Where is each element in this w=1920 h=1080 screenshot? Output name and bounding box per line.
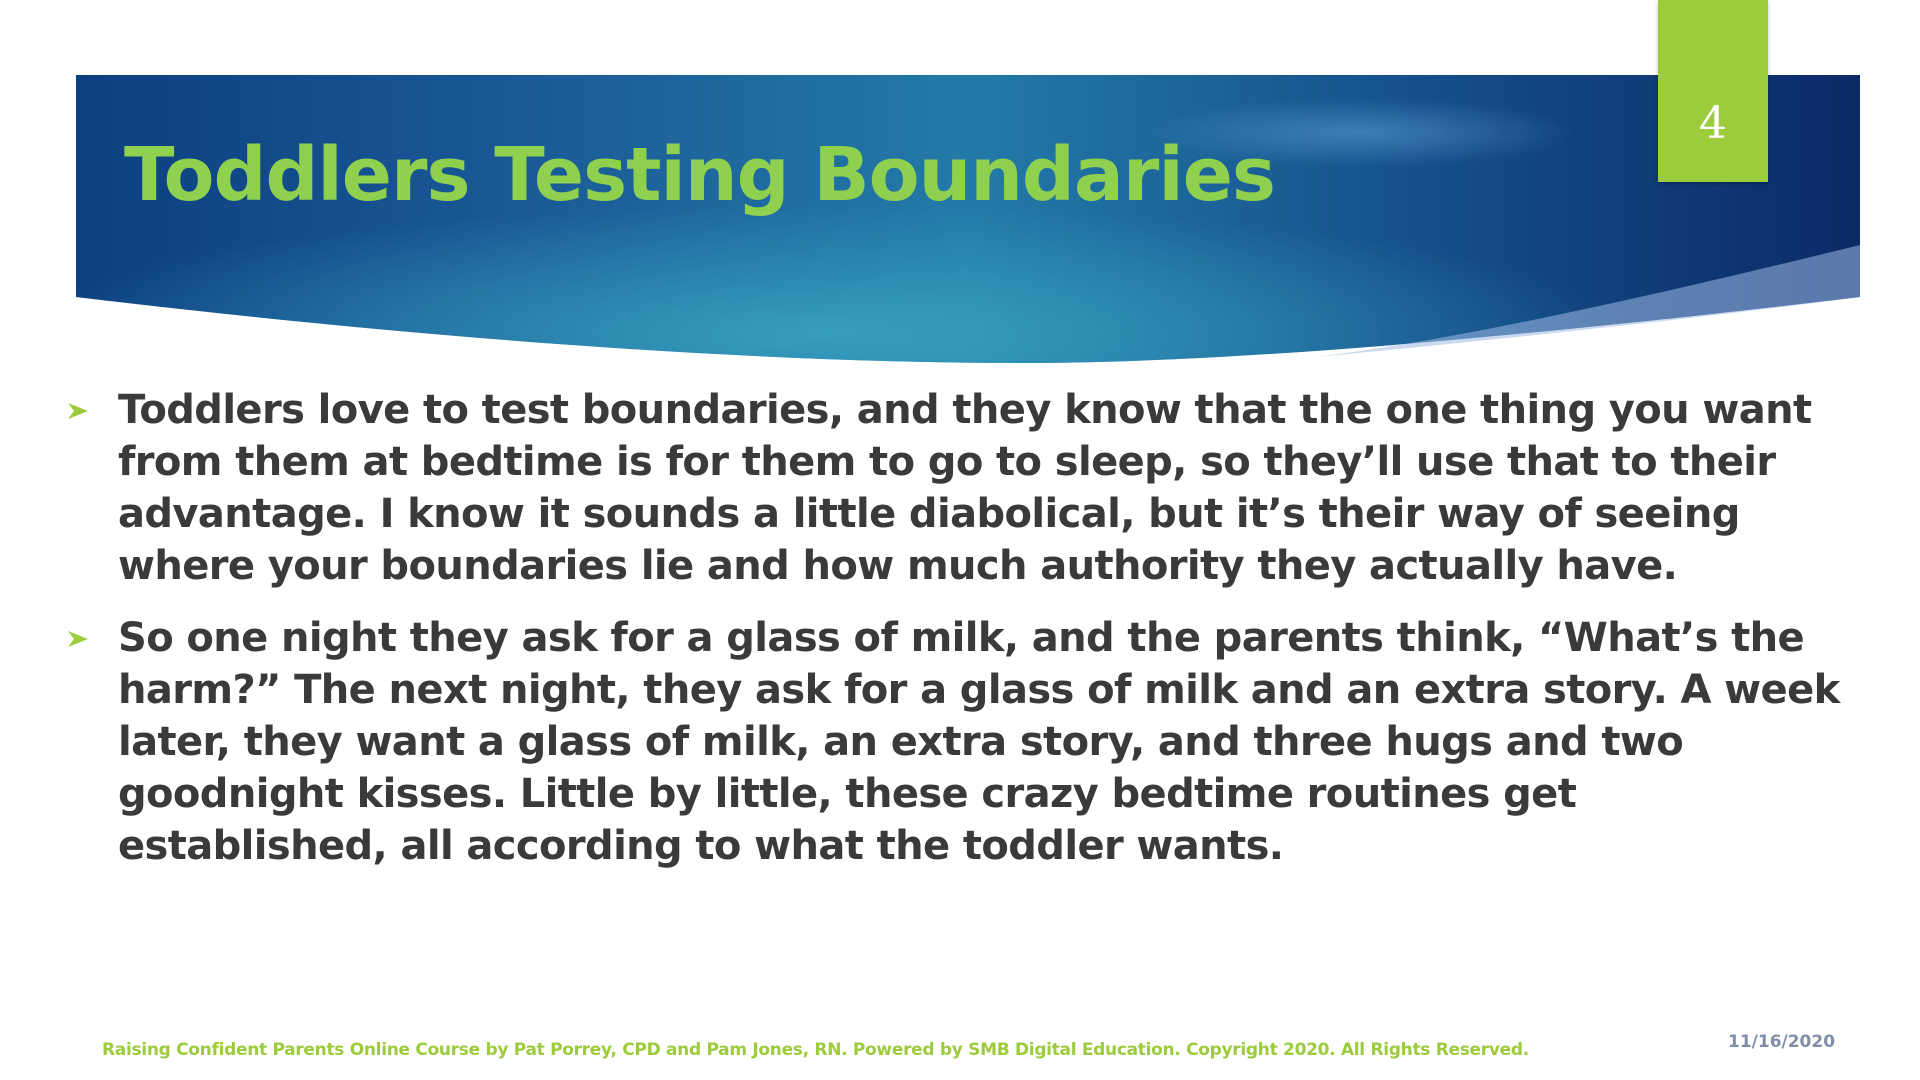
bullet-text: Toddlers love to test boundaries, and they know that the one thing you want from them at bedtime is for them to go to sleep, so they’ll use that to their advantage. I know it sounds a little diabolical, but it’s their way of seeing where your boundaries lie and how much authority they actually have. (118, 387, 1812, 589)
title-banner (76, 75, 1860, 365)
bullet-item (60, 612, 1840, 872)
footer-copyright: Raising Confident Parents Online Course by Pat Porrey, CPD and Pam Jones, RN. Powered by SMB Digital Education. Copyright 2020. All Rights Reserved. (102, 1040, 1529, 1060)
arrowhead-bullet-icon (66, 629, 90, 649)
arrowhead-bullet-icon (66, 401, 90, 421)
page-number-tab (1658, 0, 1768, 182)
page-number: 4 (1699, 98, 1727, 149)
banner-background (76, 75, 1860, 365)
footer-date: 11/16/2020 (1728, 1032, 1836, 1052)
bullet-list (60, 384, 1840, 892)
slide-title: Toddlers Testing Boundaries (124, 132, 1275, 218)
bullet-item (60, 384, 1840, 592)
bullet-text: So one night they ask for a glass of milk, and the parents think, “What’s the harm?” The next night, they ask for a glass of milk and an extra story. A week later, they want a glass of milk, an extra story, and three hugs and two goodnight kisses. Little by little, these crazy bedtime routines get established, all according to what the toddler wants. (118, 615, 1840, 869)
